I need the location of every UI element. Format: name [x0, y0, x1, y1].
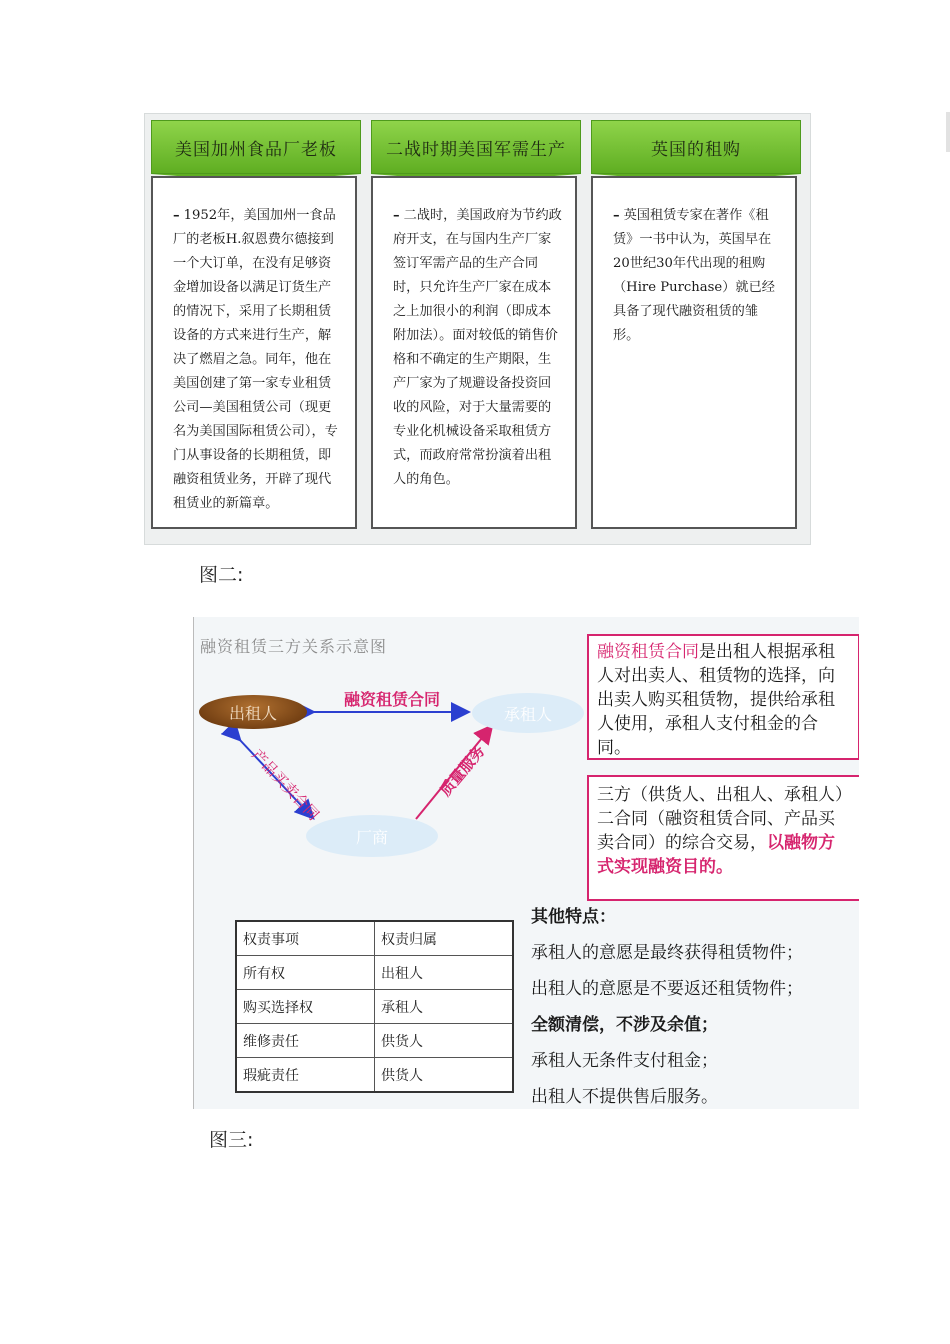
warranty-label: 质量服务 — [436, 742, 489, 800]
feature-item: 全额清偿，不涉及余值； — [531, 1015, 718, 1035]
table-row — [236, 990, 513, 1024]
lessee-node: 承租人 — [472, 693, 584, 733]
column-header: 美国加州食品厂老板 — [151, 120, 361, 174]
lessor-node: 出租人 — [199, 695, 307, 729]
table-cell: 承租人 — [375, 990, 514, 1024]
table-row — [236, 956, 513, 990]
features-title: 其他特点： — [531, 907, 616, 927]
bullet-dash: – — [613, 208, 620, 223]
responsibility-table — [235, 920, 514, 1093]
definition-box — [587, 634, 859, 760]
bullet-dash: – — [393, 208, 400, 223]
tripartite-diagram — [193, 617, 859, 1109]
column-text: 1952年，美国加州一食品厂的老板H.叙恩费尔德接到一个大订单，在没有足够资金增加设备以满足订货生产的情况下，采用了长期租赁设备的方式来进行生产，解决了燃眉之急。同年，他在美国创建了第一家专业租赁公司—美国租赁公司（现更名为美国国际租赁公司），专门从事设备的长期租赁，即融资租赁业务，开辟了现代租赁业的新篇章。 — [173, 208, 338, 511]
table-cell: 所有权 — [236, 956, 375, 990]
caption-figure-2: 图二: — [199, 564, 244, 586]
column-california — [151, 120, 361, 182]
table-header-cell: 权责事项 — [236, 921, 375, 956]
page-edge-mark — [946, 112, 950, 152]
column-body — [371, 176, 577, 529]
column-text: 英国租赁专家在著作《租赁》一书中认为，英国早在20世纪30年代出现的租购（Hire Purchase）就已经具备了现代融资租赁的雏形。 — [613, 208, 775, 343]
table-cell: 供货人 — [375, 1058, 514, 1093]
definition-highlight: 融资租赁合同 — [597, 642, 699, 662]
table-cell: 瑕疵责任 — [236, 1058, 375, 1093]
diagram-title: 融资租赁三方关系示意图 — [200, 637, 388, 656]
column-text: 二战时，美国政府为节约政府开支，在与国内生产厂家签订军需产品的生产合同时，只允许生产厂家在成本之上加很小的利润（即成本附加法）。面对较低的销售价格和不确定的生产期限，生产厂家为了规避设备投资回收的风险，对于大量需要的专业化机械设备采取租赁方式，而政府常常扮演着出租人的角色。 — [393, 208, 562, 487]
column-uk — [591, 120, 801, 182]
feature-item: 出租人的意愿是不要返还租赁物件； — [531, 979, 803, 999]
feature-item: 承租人的意愿是最终获得租赁物件； — [531, 943, 803, 963]
sale-contract-label: 产品买卖合同 — [248, 745, 323, 824]
definition-text: 是出租人根据承租人对出卖人、租赁物的选择，向出卖人购买租赁物，提供给承租人使用，承租人支付租金的合同。 — [597, 642, 835, 758]
column-header: 英国的租购 — [591, 120, 801, 174]
transaction-highlight: 以融物方式实现融资目的。 — [597, 833, 835, 877]
column-body — [591, 176, 797, 529]
table-header-cell: 权责归属 — [375, 921, 514, 956]
table-cell: 供货人 — [375, 1024, 514, 1058]
bullet-dash: – — [173, 208, 180, 223]
transaction-box — [587, 775, 859, 901]
history-figure — [144, 113, 811, 545]
column-wwii — [371, 120, 581, 182]
column-body — [151, 176, 357, 529]
column-header: 二战时期美国军需生产 — [371, 120, 581, 174]
table-row — [236, 1058, 513, 1093]
table-cell: 购买选择权 — [236, 990, 375, 1024]
table-header-row — [236, 921, 513, 956]
table-row — [236, 1024, 513, 1058]
features-list — [531, 899, 803, 1109]
caption-figure-3: 图三: — [209, 1129, 254, 1151]
table-cell: 出租人 — [375, 956, 514, 990]
lease-contract-label: 融资租赁合同 — [344, 690, 441, 709]
table-cell: 维修责任 — [236, 1024, 375, 1058]
supplier-node: 厂商 — [306, 815, 438, 857]
feature-item: 承租人无条件支付租金； — [531, 1051, 718, 1071]
transaction-text: 三方（供货人、出租人、承租人）二合同（融资租赁合同、产品买卖合同）的综合交易， — [597, 785, 844, 853]
feature-item: 出租人不提供售后服务。 — [531, 1087, 718, 1107]
